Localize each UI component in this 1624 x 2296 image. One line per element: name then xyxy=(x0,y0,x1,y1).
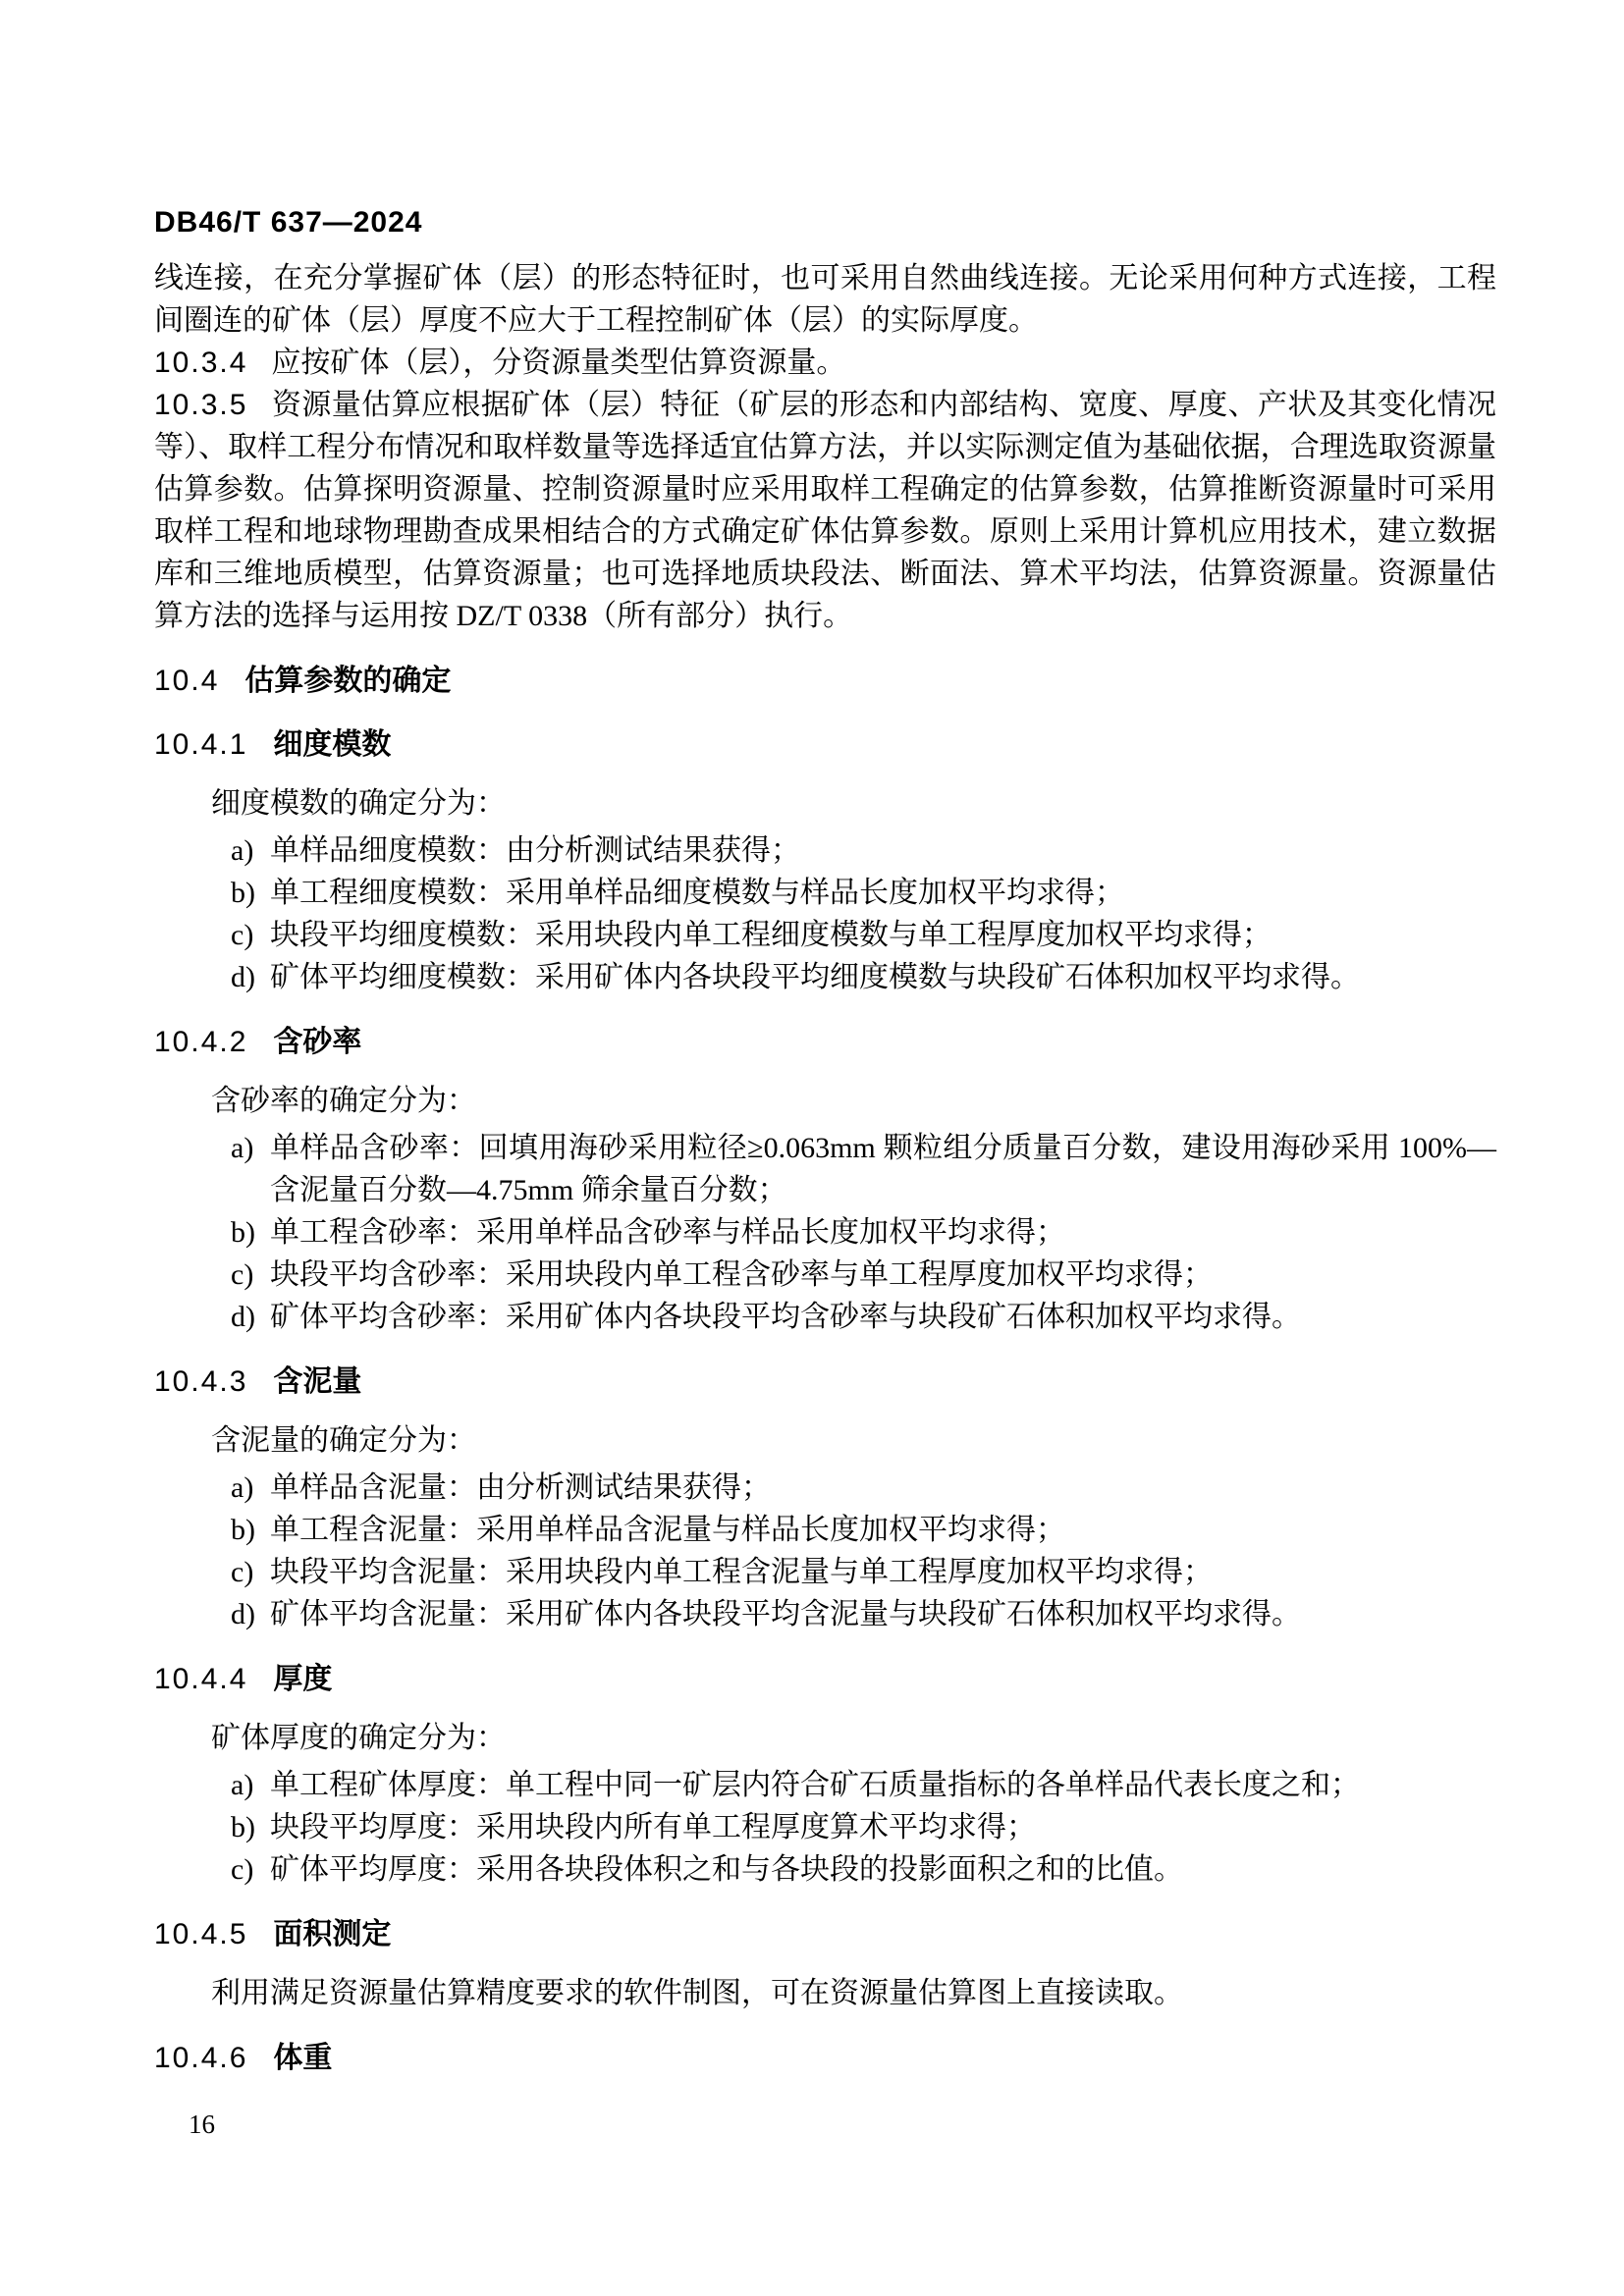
list-item xyxy=(154,1593,1496,1635)
list-item-label: b) xyxy=(231,877,255,909)
subsection-number: 10.4.4 xyxy=(154,1663,248,1695)
list-item-label: d) xyxy=(231,1301,255,1333)
list-item xyxy=(154,1806,1496,1848)
list-item-text: 单工程细度模数：采用单样品细度模数与样品长度加权平均求得； xyxy=(270,877,1124,909)
subsection-heading-10-4-4 xyxy=(154,1658,1496,1700)
subsection-heading-10-4-5 xyxy=(154,1913,1496,1955)
section-heading-10-4 xyxy=(154,660,1496,702)
list-item-label: b) xyxy=(231,1514,255,1546)
list-item-label: c) xyxy=(231,1853,254,1886)
list-item-text: 单工程含砂率：采用单样品含砂率与样品长度加权平均求得； xyxy=(270,1216,1065,1249)
subsection-number: 10.4.6 xyxy=(154,2042,248,2074)
list-item-label: c) xyxy=(231,1258,254,1291)
list-item xyxy=(154,1211,1496,1254)
list-item xyxy=(154,829,1496,872)
list-item xyxy=(154,1467,1496,1509)
list-item-label: c) xyxy=(231,1556,254,1588)
subsection-title: 细度模数 xyxy=(273,728,392,761)
clause-10-3-5 xyxy=(154,384,1496,637)
list-item-text: 块段平均含砂率：采用块段内单工程含砂率与单工程厚度加权平均求得； xyxy=(270,1258,1213,1291)
list-item-text: 单样品含砂率：回填用海砂采用粒径≥0.063mm 颗粒组分质量百分数，建设用海砂采用 100%—含泥量百分数—4.75mm 筛余量百分数； xyxy=(270,1132,1496,1206)
document-code-header: DB46/T 637—2024 xyxy=(154,206,423,239)
section-title: 估算参数的确定 xyxy=(244,665,452,697)
list-item xyxy=(154,956,1496,998)
clause-text: 资源量估算应根据矿体（层）特征（矿层的形态和内部结构、宽度、厚度、产状及其变化情况等）、取样工程分布情况和取样数量等选择适宜估算方法，并以实际测定值为基础依据，合理选取资源量估算参数。估算探明资源量、控制资源量时应采用取样工程确定的估算参数，估算推断资源量时可采用取样工程和地球物理勘查成果相结合的方式确定矿体估算参数。原则上采用计算机应用技术，建立数据库和三维地质模型，估算资源量；也可选择地质块段法、断面法、算术平均法，估算资源量。资源量估算方法的选择与运用按 DZ/T 0338（所有部分）执行。 xyxy=(154,389,1496,632)
list-item-label: a) xyxy=(231,1471,254,1504)
list-item xyxy=(154,1764,1496,1806)
list-item-label: d) xyxy=(231,1598,255,1630)
clause-10-3-4 xyxy=(154,342,1496,384)
list-item-label: c) xyxy=(231,919,254,951)
clause-number: 10.3.5 xyxy=(154,389,248,421)
list-item-label: b) xyxy=(231,1216,255,1249)
list-item-text: 块段平均含泥量：采用块段内单工程含泥量与单工程厚度加权平均求得； xyxy=(270,1556,1213,1588)
section-number: 10.4 xyxy=(154,665,220,697)
list-item xyxy=(154,1296,1496,1338)
subsection-number: 10.4.3 xyxy=(154,1365,248,1398)
subsection-intro: 矿体厚度的确定分为： xyxy=(211,1722,506,1754)
list-10-4-4 xyxy=(154,1764,1496,1891)
subsection-title: 面积测定 xyxy=(273,1918,392,1950)
subsection-title: 含泥量 xyxy=(273,1365,362,1398)
subsection-heading-10-4-6 xyxy=(154,2037,1496,2079)
list-item-label: b) xyxy=(231,1811,255,1843)
list-item-label: a) xyxy=(231,1769,254,1801)
list-10-4-3 xyxy=(154,1467,1496,1635)
list-item-text: 单工程含泥量：采用单样品含泥量与样品长度加权平均求得； xyxy=(270,1514,1065,1546)
paragraph-continuation: 线连接，在充分掌握矿体（层）的形态特征时，也可采用自然曲线连接。无论采用何种方式连接，工程间圈连的矿体（层）厚度不应大于工程控制矿体（层）的实际厚度。 xyxy=(154,262,1496,337)
subsection-title: 体重 xyxy=(273,2042,333,2074)
list-item-text: 单样品细度模数：由分析测试结果获得； xyxy=(270,834,800,867)
subsection-heading-10-4-1 xyxy=(154,723,1496,766)
list-item-text: 矿体平均细度模数：采用矿体内各块段平均细度模数与块段矿石体积加权平均求得。 xyxy=(270,961,1360,993)
clause-text: 应按矿体（层），分资源量类型估算资源量。 xyxy=(271,347,846,379)
subsection-number: 10.4.1 xyxy=(154,728,248,761)
subsection-body: 利用满足资源量估算精度要求的软件制图，可在资源量估算图上直接读取。 xyxy=(211,1977,1183,2009)
list-item-label: d) xyxy=(231,961,255,993)
list-item xyxy=(154,914,1496,956)
list-item-text: 矿体平均厚度：采用各块段体积之和与各块段的投影面积之和的比值。 xyxy=(270,1853,1183,1886)
subsection-intro: 含砂率的确定分为： xyxy=(211,1085,476,1117)
list-item-text: 块段平均厚度：采用块段内所有单工程厚度算术平均求得； xyxy=(270,1811,1036,1843)
list-item-label: a) xyxy=(231,1132,254,1164)
subsection-intro: 细度模数的确定分为： xyxy=(211,787,506,820)
subsection-title: 厚度 xyxy=(273,1663,333,1695)
list-item-text: 矿体平均含泥量：采用矿体内各块段平均含泥量与块段矿石体积加权平均求得。 xyxy=(270,1598,1301,1630)
clause-number: 10.3.4 xyxy=(154,347,248,379)
list-item-text: 矿体平均含砂率：采用矿体内各块段平均含砂率与块段矿石体积加权平均求得。 xyxy=(270,1301,1301,1333)
list-item xyxy=(154,1127,1496,1211)
list-item xyxy=(154,1848,1496,1891)
list-item xyxy=(154,1509,1496,1551)
list-item xyxy=(154,872,1496,914)
list-item-text: 单样品含泥量：由分析测试结果获得； xyxy=(270,1471,771,1504)
list-item-text: 单工程矿体厚度：单工程中同一矿层内符合矿石质量指标的各单样品代表长度之和； xyxy=(270,1769,1360,1801)
subsection-intro: 含泥量的确定分为： xyxy=(211,1424,476,1457)
list-10-4-2 xyxy=(154,1127,1496,1338)
list-10-4-1 xyxy=(154,829,1496,998)
page-number: 16 xyxy=(189,2109,215,2139)
list-item xyxy=(154,1254,1496,1296)
subsection-title: 含砂率 xyxy=(273,1026,362,1058)
list-item-text: 块段平均细度模数：采用块段内单工程细度模数与单工程厚度加权平均求得； xyxy=(270,919,1272,951)
list-item xyxy=(154,1551,1496,1593)
subsection-heading-10-4-3 xyxy=(154,1361,1496,1403)
subsection-heading-10-4-2 xyxy=(154,1021,1496,1063)
subsection-number: 10.4.5 xyxy=(154,1918,248,1950)
list-item-label: a) xyxy=(231,834,254,867)
subsection-number: 10.4.2 xyxy=(154,1026,248,1058)
